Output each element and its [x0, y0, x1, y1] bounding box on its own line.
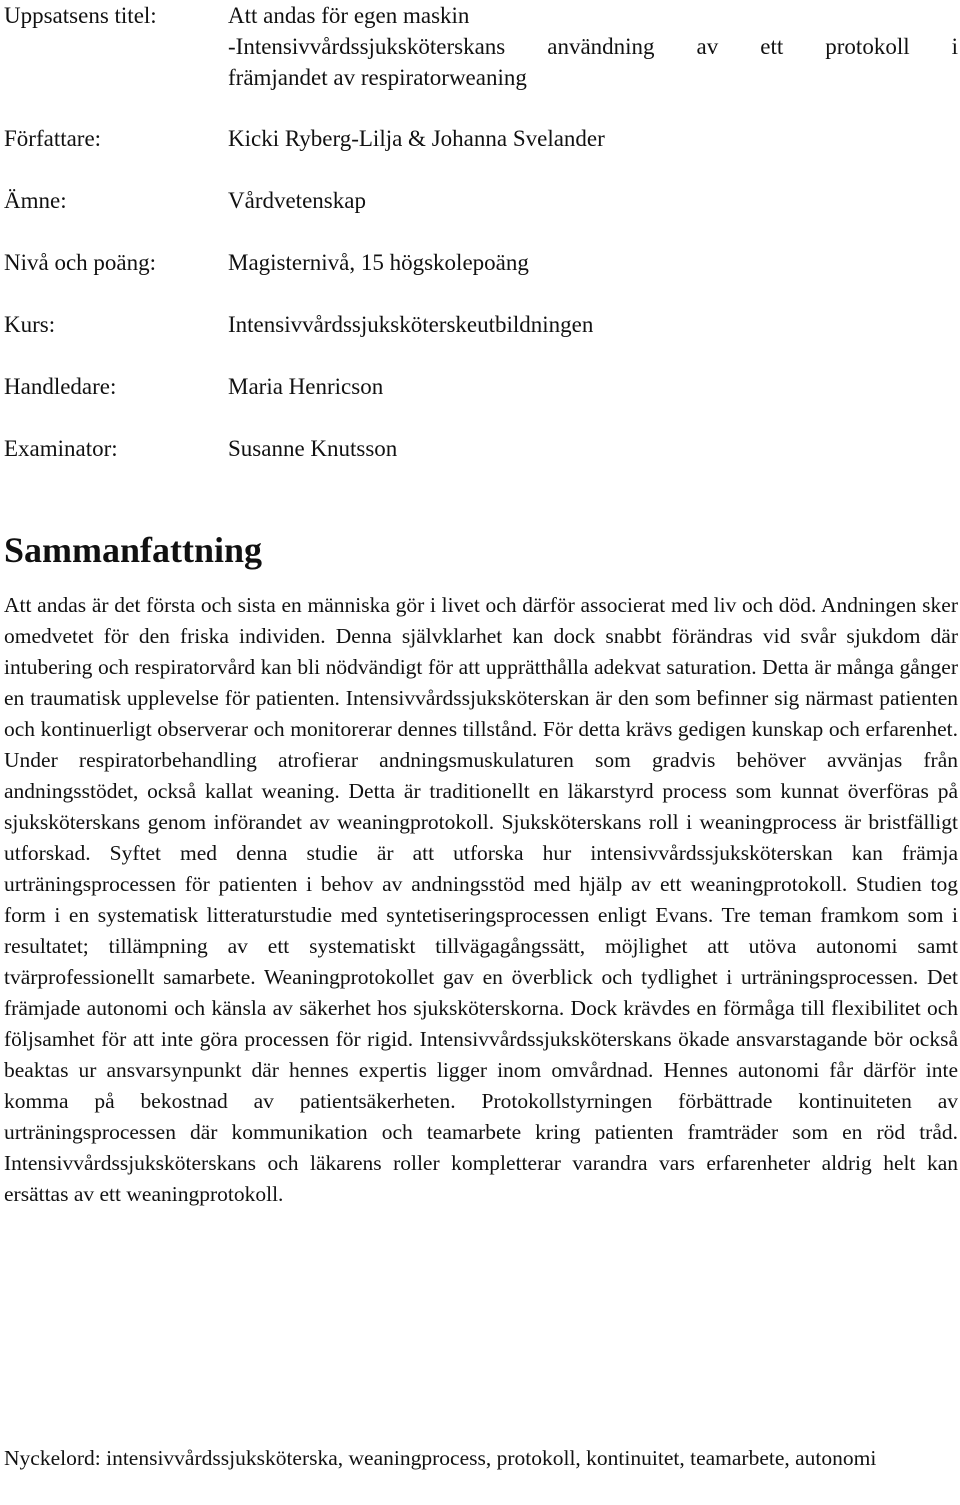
meta-row-examiner: [4, 433, 958, 464]
meta-label-level: Nivå och poäng:: [4, 250, 157, 275]
meta-row-course: [4, 309, 958, 340]
meta-label-author: Författare:: [4, 126, 102, 151]
meta-value-examiner: Susanne Knutsson: [228, 436, 398, 461]
metadata-table: [4, 0, 958, 464]
meta-label-course: Kurs:: [4, 312, 56, 337]
meta-label-examiner: Examinator:: [4, 436, 118, 461]
meta-row-level: [4, 247, 958, 278]
title-line-3: främjandet av respiratorweaning: [228, 65, 527, 90]
meta-label-subject: Ämne:: [4, 188, 67, 213]
meta-label-title: Uppsatsens titel:: [4, 3, 157, 28]
title-line-1: Att andas för egen maskin: [228, 3, 470, 28]
meta-row-subject: [4, 185, 958, 216]
meta-value-level: Magisternivå, 15 högskolepoäng: [228, 250, 529, 275]
meta-value-course: Intensivvårdssjuksköterskeutbildningen: [228, 312, 594, 337]
title-line-2: -Intensivvårdssjuksköterskans användning av ett protokoll i: [228, 34, 958, 59]
meta-label-supervisor: Handledare:: [4, 374, 117, 399]
meta-row-author: [4, 123, 958, 154]
meta-value-subject: Vårdvetenskap: [228, 188, 366, 213]
meta-value-supervisor: Maria Henricson: [228, 374, 384, 399]
meta-row-supervisor: [4, 371, 958, 402]
meta-value-author: Kicki Ryberg-Lilja & Johanna Svelander: [228, 126, 605, 151]
section-heading: Sammanfattning: [4, 530, 263, 570]
keywords-paragraph: Nyckelord: intensivvårdssjuksköterska, weaningprocess, protokoll, kontinuitet, teamarbete, autonomi: [4, 1446, 877, 1470]
abstract-paragraph: Att andas är det första och sista en människa gör i livet och därför associerat med liv och död. Andningen sker omedvetet för den friska individen. Denna självklarhet kan dock snabbt förändras vid svår sjukdom där intubering och respiratorvård kan bli nödvändigt för att upprätthålla adekvat saturation. Detta är många gånger en traumatisk upplevelse för patienten. Intensivvårdssjuksköterskan är den som befinner sig närmast patienten och kontinuerligt observerar och monitorerar dennes tillstånd. För detta krävs gedigen kunskap och erfarenhet. Under respiratorbehandling atrofierar andningsmuskulaturen som gradvis behöver avvänjas från andningsstödet, också kallat weaning. Detta är traditionellt en läkarstyrd process som kunnat överföras på sjuksköterskans genom införandet av weaningprotokoll. Sjuksköterskans roll i weaningprocess är bristfälligt utforskad. Syftet med denna studie är att utforska hur intensivvårdssjuksköterskan kan främja urträningsprocessen för patienten i behov av andningsstöd med hjälp av ett weaningprotokoll. Studien tog form i en systematisk litteraturstudie med syntetiseringsprocessen enligt Evans. Tre teman framkom som i resultatet; tillämpning av ett systematiskt tillvägagångssätt, möjlighet att utöva autonomi samt tvärprofessionellt samarbete. Weaningprotokollet gav en överblick och tydlighet i urträningsprocessen. Det främjade autonomi och känsla av säkerhet hos sjuksköterskorna. Dock krävdes en förmåga till flexibilitet och följsamhet för att inte göra processen för rigid. Intensivvårdssjuksköterskans ökade ansvarstagande bör också beaktas ur ansvarsynpunkt där hennes expertis ligger inom omvårdnad. Hennes autonomi får därför inte komma på bekostnad av patientsäkerheten. Protokollstyrningen förbättrade kontinuiteten av urträningsprocessen där kommunikation och teamarbete kring patienten framträder som en röd tråd. Intensivvårdssjuksköterskans och läkarens roller kompletterar varandra vars erfarenheter aldrig helt kan ersättas av ett weaningprotokoll.: [4, 593, 958, 1206]
meta-row-title: [4, 0, 958, 93]
meta-value-title: [228, 0, 958, 93]
